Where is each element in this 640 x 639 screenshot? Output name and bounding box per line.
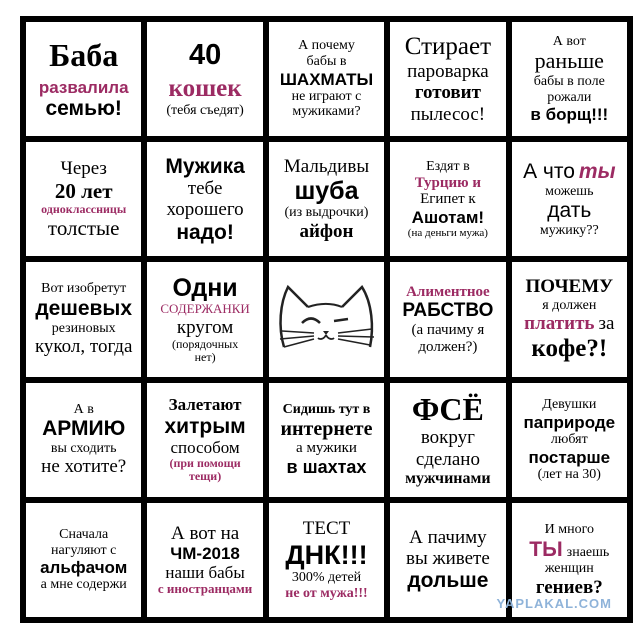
bingo-cell-13 xyxy=(269,262,384,376)
cat-face-icon xyxy=(274,273,378,365)
cell-text: паприроде xyxy=(523,412,616,432)
cell-text: ты xyxy=(578,160,616,184)
bingo-cell-9 xyxy=(390,142,505,256)
cell-text: А пачиму xyxy=(409,526,487,548)
cell-text: в шахтах xyxy=(286,457,367,478)
cell-text: ТЕСТ xyxy=(302,518,351,540)
cell-text: должен?) xyxy=(418,338,478,355)
cell-text: ПОЧЕМУ xyxy=(525,276,614,298)
cell-text: альфачом xyxy=(40,558,128,578)
cell-text: пароварка xyxy=(407,61,489,83)
cell-text: АРМИЮ xyxy=(42,417,126,441)
cell-text: Через xyxy=(60,158,107,180)
cell-text: А почему xyxy=(298,38,355,54)
cell-text: А что xyxy=(523,160,575,184)
cell-text: дольше xyxy=(407,569,489,593)
cell-text: резиновых xyxy=(51,320,116,336)
bingo-board xyxy=(20,16,633,623)
cell-text: Ездят в xyxy=(426,158,470,174)
cell-text: надо! xyxy=(176,220,234,244)
cell-text: (лет на 30) xyxy=(537,466,601,482)
cell-text: гениев? xyxy=(535,576,603,598)
cell-text: можешь xyxy=(545,183,594,199)
cell-text: интернете xyxy=(280,417,373,440)
cell-text: женщин xyxy=(544,561,594,577)
bingo-cell-11 xyxy=(26,262,141,376)
cell-text: не хотите? xyxy=(41,456,127,478)
cell-text: Девушки xyxy=(542,397,597,413)
cell-text: Алиментное xyxy=(406,283,490,300)
cell-text: бабы в поле xyxy=(533,74,605,90)
cell-text: вы сходить xyxy=(50,440,117,456)
cell-text: Сначала xyxy=(59,526,109,542)
cell-text: рожали xyxy=(547,89,592,105)
bingo-cell-16 xyxy=(26,383,141,497)
cell-text: вокруг xyxy=(420,427,475,449)
cell-text: бабы в xyxy=(306,53,347,69)
cell-text: с иностранцами xyxy=(157,581,253,597)
cell-text: Турцию и xyxy=(414,174,482,191)
cell-text: А в xyxy=(73,401,94,417)
bingo-cell-21 xyxy=(26,503,141,617)
cell-text: Египет к xyxy=(420,191,476,208)
bingo-cell-3 xyxy=(269,22,384,136)
cell-text: ЧМ-2018 xyxy=(170,544,240,564)
cell-text: 40 xyxy=(188,39,222,72)
cell-text: Мужика xyxy=(165,154,245,178)
cell-text: 20 лет xyxy=(54,178,113,203)
cell-text: ДНК!!! xyxy=(285,539,368,570)
cell-text: не от мужа!!! xyxy=(285,585,368,601)
cell-text: кукол, тогда xyxy=(34,336,133,358)
bingo-cell-24 xyxy=(390,503,505,617)
cell-text: готовит xyxy=(414,82,481,104)
bingo-cell-12 xyxy=(147,262,262,376)
cell-text: в борщ!!! xyxy=(530,105,609,125)
cell-text: любят xyxy=(550,431,588,447)
cell-text: (тебя съедят) xyxy=(166,103,244,119)
cell-text: развалила xyxy=(38,77,129,97)
cell-text: (а пачиму я xyxy=(411,321,485,338)
cell-text: толстые xyxy=(47,215,120,240)
cell-text: дешевых xyxy=(35,297,133,321)
cell-text: (из выдрочки) xyxy=(284,205,369,221)
cell-text: шуба xyxy=(294,177,359,206)
cell-line xyxy=(524,313,614,334)
cell-text: Ашотам! xyxy=(411,208,485,228)
cell-text: кошек xyxy=(168,75,242,103)
watermark: YAPLAKAL.COM xyxy=(496,596,612,611)
cell-text: способом xyxy=(170,438,240,458)
bingo-cell-20 xyxy=(512,383,627,497)
cell-text: нагуляют с xyxy=(51,542,117,558)
cell-text: кофе?! xyxy=(531,334,608,362)
cell-text: тещи) xyxy=(188,469,222,484)
cell-text: 300% детей xyxy=(291,569,362,585)
cell-text: ФСЁ xyxy=(411,390,484,427)
cell-text: кругом xyxy=(176,316,234,338)
cell-text: дать xyxy=(547,199,592,223)
cell-text: хорошего xyxy=(166,199,244,221)
cell-text: СОДЕРЖАНКИ xyxy=(160,301,250,317)
cell-line xyxy=(529,538,609,562)
cell-text: айфон xyxy=(299,221,354,243)
cell-text: мужчинами xyxy=(405,469,491,487)
cell-text: хитрым xyxy=(164,414,246,438)
cell-text: наши бабы xyxy=(165,563,245,583)
cell-text: а мужики xyxy=(296,440,357,457)
cell-text: мужиками? xyxy=(292,104,361,120)
cell-text: ШАХМАТЫ xyxy=(279,69,374,89)
bingo-cell-23 xyxy=(269,503,384,617)
cell-text: а мне содержи xyxy=(40,577,127,593)
cell-text: Мальдивы xyxy=(283,156,370,178)
cell-text: семью! xyxy=(45,96,122,120)
cell-text: знаешь xyxy=(566,544,610,560)
cell-text: вы живете xyxy=(405,548,490,570)
bingo-cell-1 xyxy=(26,22,141,136)
bingo-cell-15 xyxy=(512,262,627,376)
bingo-cell-8 xyxy=(269,142,384,256)
bingo-cell-14 xyxy=(390,262,505,376)
cell-text: мужику?? xyxy=(539,222,599,238)
cell-text: платить xyxy=(524,313,595,335)
cell-text: Сидишь тут в xyxy=(282,402,371,418)
bingo-cell-22 xyxy=(147,503,262,617)
cell-text: А вот на xyxy=(170,522,240,544)
cell-text: Залетают xyxy=(168,395,242,415)
cell-text: раньше xyxy=(534,48,604,74)
bingo-cell-7 xyxy=(147,142,262,256)
bingo-cell-10 xyxy=(512,142,627,256)
bingo-cell-17 xyxy=(147,383,262,497)
cell-text: я должен xyxy=(542,297,597,313)
cell-text: ТЫ xyxy=(529,537,563,561)
cell-text: (порядочных xyxy=(171,336,239,351)
bingo-cell-2 xyxy=(147,22,262,136)
bingo-cell-18 xyxy=(269,383,384,497)
cell-text: РАБСТВО xyxy=(402,300,494,322)
bingo-cell-4 xyxy=(390,22,505,136)
cell-text: Одни xyxy=(172,274,238,303)
cell-text: (при помощи xyxy=(169,456,241,471)
bingo-cell-19 xyxy=(390,383,505,497)
cell-text: за xyxy=(598,313,615,335)
cell-text: Стирает xyxy=(404,33,492,61)
cell-text: А вот xyxy=(552,33,586,49)
cell-text: пылесос! xyxy=(410,103,486,125)
cell-text: сделано xyxy=(415,448,480,470)
cell-text: Вот изобретут xyxy=(41,281,127,297)
cell-text: (на деньги мужа) xyxy=(407,227,488,240)
cell-line xyxy=(523,160,615,184)
bingo-cell-5 xyxy=(512,22,627,136)
cell-text: тебе xyxy=(187,178,223,200)
cell-text: Баба xyxy=(49,36,119,73)
bingo-cell-6 xyxy=(26,142,141,256)
cell-text: постарше xyxy=(528,447,611,467)
cell-text: не играют с xyxy=(291,88,362,104)
cell-text: И много xyxy=(544,521,594,537)
cell-text: нет) xyxy=(194,350,216,365)
cell-text: одноклассницы xyxy=(41,202,127,217)
